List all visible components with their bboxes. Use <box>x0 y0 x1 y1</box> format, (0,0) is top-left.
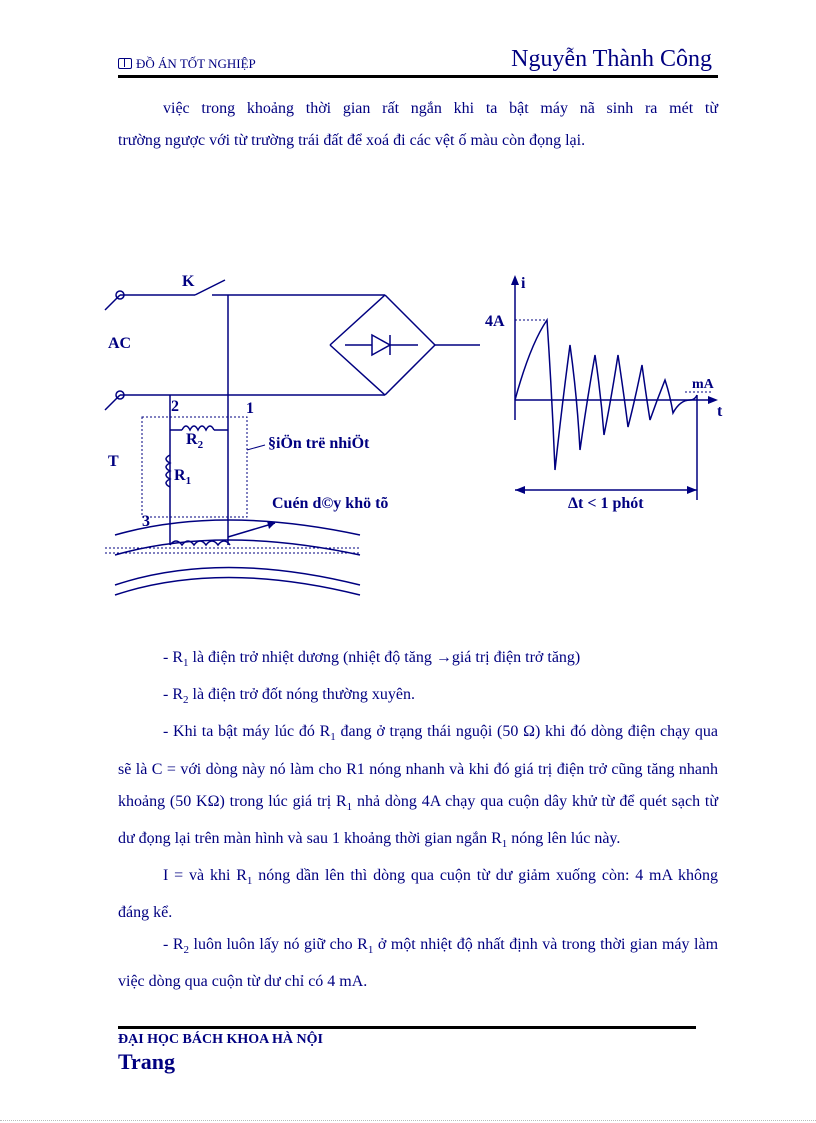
label-delta-t: Δt < 1 phót <box>568 495 644 512</box>
header-left <box>118 56 256 72</box>
label-ma: mA <box>692 377 714 392</box>
header-rule <box>118 75 718 78</box>
diode-triangle <box>372 335 390 355</box>
main-text <box>118 642 718 998</box>
label-ac: AC <box>108 335 132 352</box>
label-peak: 4A <box>485 313 505 330</box>
label-node-1: 1 <box>246 400 254 417</box>
crt-curve-3 <box>115 568 360 586</box>
paragraph-r2-role: - $R_2$ luôn luôn lấy nó giữ cho $R_1$ ở một nhiệt độ nhất định và trong thời gian máy làm việc dòng qua cuộn từ dư chỉ có 4 mA. <box>118 936 719 991</box>
label-thermistor: §iÖn trë nhiÖt <box>268 435 370 452</box>
paragraph-r1: - $R_1$ là điện trở nhiệt dương (nhiệt độ tăng →giá trị điện trở tăng) <box>163 649 581 670</box>
paragraph-r2: - $R_2$ là điện trở đốt nóng thường xuyên. <box>163 686 415 707</box>
label-axis-i: i <box>521 275 526 292</box>
label-r2: $R_2$ <box>186 431 204 452</box>
header-author: Nguyễn Thành Công <box>511 46 712 72</box>
label-coil: Cuén d©y khö tõ <box>272 495 389 512</box>
label-node-2: 2 <box>171 398 179 415</box>
crt-curve-1 <box>115 520 360 535</box>
ac-terminal-top-lead <box>105 295 120 310</box>
footer-page-label: Trang <box>118 1049 176 1074</box>
crt-curve-4 <box>115 578 360 596</box>
paragraph-current: I = và khi $R_1$ nóng dần lên thì dòng qua cuộn từ dư giảm xuống còn: 4 mA không đáng kể. <box>118 866 718 922</box>
label-k: K <box>182 273 195 290</box>
paragraph-operation: - Khi ta bật máy lúc đó $R_1$ đang ở trạng thái nguội (50 Ω) khi đó dòng điện chạy qua sẽ là C = với dòng này nó làm cho R1 nóng nhanh và khi đó giá trị điện trở cũng tăng nhanh khoảng (50 KΩ) trong lúc giá trị $R_1$ nhả dòng 4A chạy qua cuộn dây khử từ để quét sạch từ dư đọng lại trên màn hình và sau 1 khoảng thời gian ngắn $R_1$ nóng lên lúc này. <box>118 723 719 850</box>
switch-k-blade <box>195 280 225 295</box>
page-header <box>118 44 718 80</box>
intro-line-2: trường ngược với từ trường trái đất để xoá đi các vệt ố màu còn đọng lại. <box>118 132 586 149</box>
label-node-3: 3 <box>142 513 150 530</box>
r2-coil <box>182 426 214 430</box>
delta-t-arrowhead-right <box>687 486 697 494</box>
thermistor-leader <box>247 445 265 450</box>
y-axis-arrowhead <box>511 275 519 285</box>
circuit-diagram <box>100 255 740 615</box>
footer-rule <box>118 1026 696 1029</box>
damped-current-curve <box>515 320 697 470</box>
delta-t-arrowhead-left <box>515 486 525 494</box>
bridge-edge-1 <box>385 295 435 345</box>
label-axis-t: t <box>717 403 723 420</box>
ac-terminal-bottom-lead <box>105 395 120 410</box>
footer-school: ĐẠI HỌC BÁCH KHOA HÀ NỘI <box>118 1032 323 1047</box>
coil-arrow <box>228 523 275 537</box>
label-t: T <box>108 453 119 470</box>
label-r1: $R_1$ <box>174 467 192 488</box>
bottom-dotted-line <box>0 1120 816 1121</box>
header-title: ĐỒ ÁN TỐT NGHIỆP <box>136 56 256 71</box>
book-icon <box>118 58 132 69</box>
intro-line-1: việc trong khoảng thời gian rất ngắn khi ta bật máy nã sinh ra mét từ <box>163 100 718 117</box>
intro-text <box>118 93 718 157</box>
bridge-edge-2 <box>385 345 435 395</box>
